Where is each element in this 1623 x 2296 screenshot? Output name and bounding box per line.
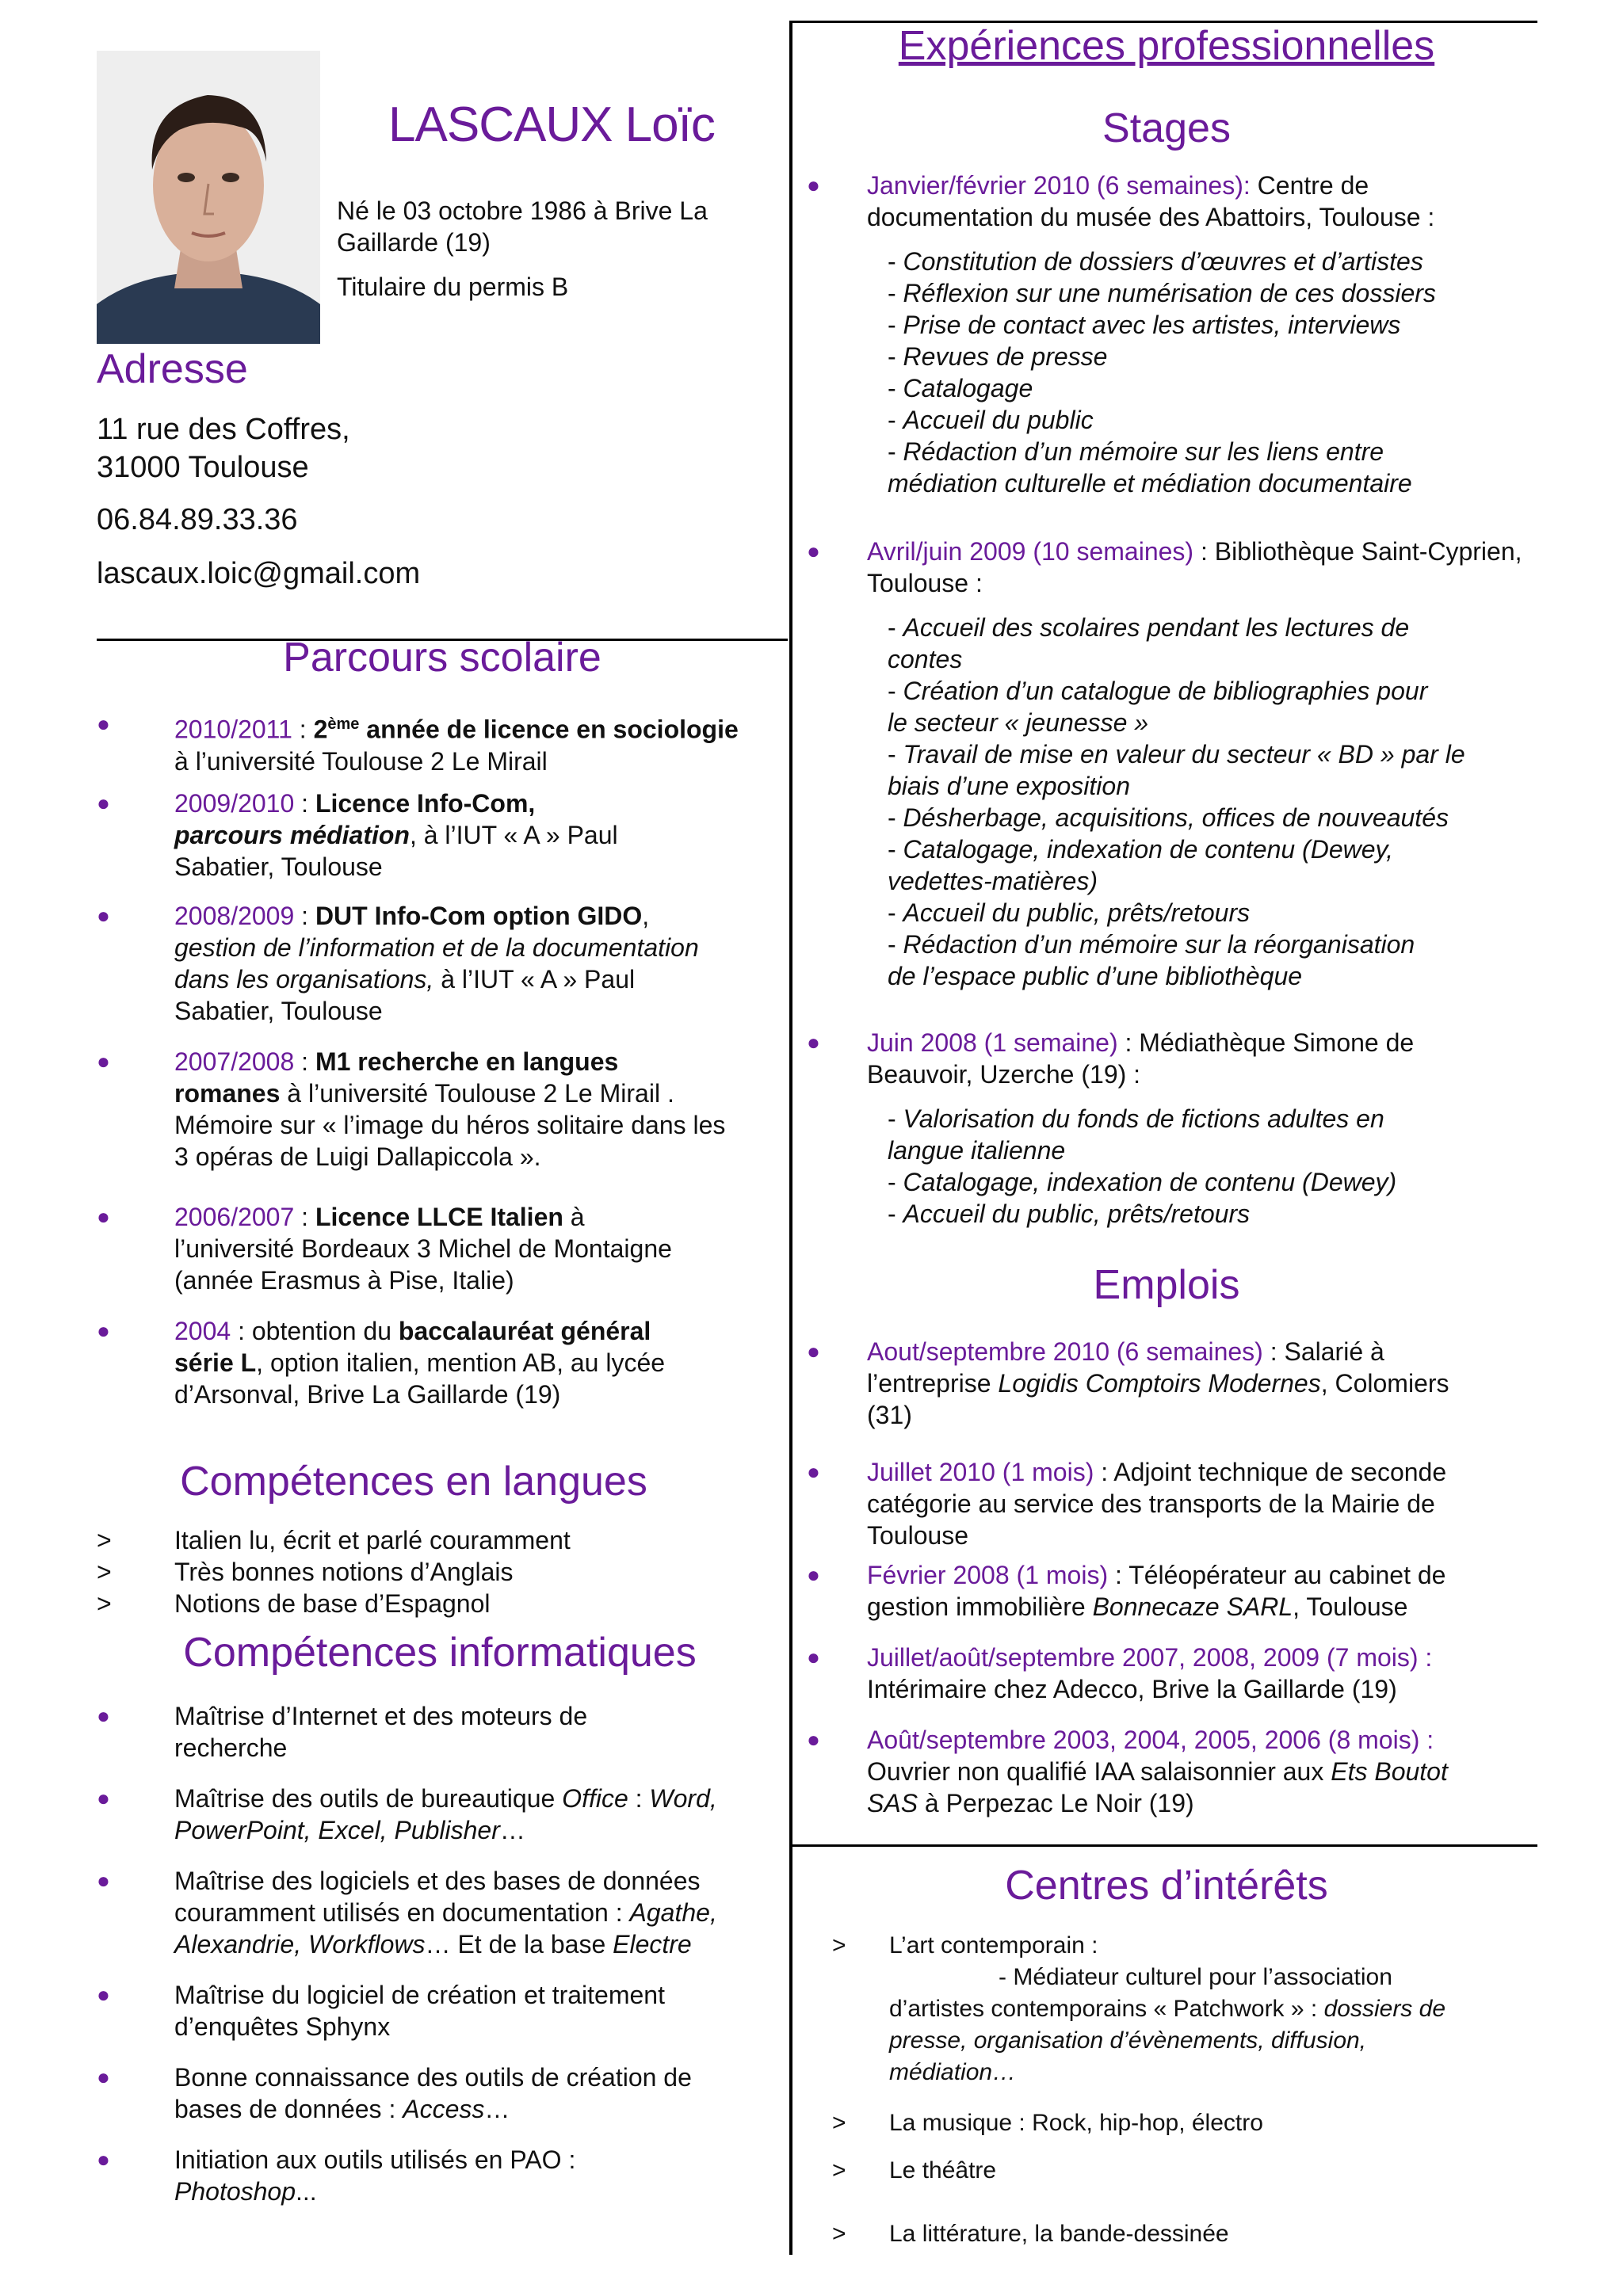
bullet-icon: ● — [807, 1562, 820, 1587]
task-text: Catalogage, indexation de contenu (Dewey, — [903, 835, 1394, 864]
edu-degree: Licence LLCE Italien — [315, 1203, 563, 1231]
job-line: gestion immobilière — [867, 1592, 1093, 1621]
skill-line: Word, — [649, 1784, 717, 1813]
bullet-icon: ● — [97, 1204, 110, 1229]
internship-line: documentation du musée des Abattoirs, Toulouse : — [867, 203, 1435, 231]
education-title: Parcours scolaire — [283, 635, 601, 681]
skill-line: Maîtrise des logiciels et des bases de données — [174, 1867, 701, 1895]
edu-sep: : — [294, 902, 315, 930]
interests-title: Centres d’intérêts — [1005, 1863, 1328, 1909]
task-text: Catalogage — [903, 374, 1033, 402]
job-line: Ets Boutot — [1331, 1757, 1448, 1786]
arrow-icon: > — [97, 1589, 112, 1618]
edu-sup: ème — [327, 715, 360, 733]
internship-tasks — [888, 612, 1553, 992]
list-item — [97, 1588, 778, 1619]
arrow-icon: > — [97, 1558, 112, 1586]
list-item — [888, 960, 1553, 992]
job-date: Juillet 2010 (1 mois) — [867, 1458, 1094, 1486]
edu-degree: série L — [174, 1348, 257, 1377]
job-date: Février 2008 (1 mois) — [867, 1561, 1109, 1589]
birth-info: Né le 03 octobre 1986 à Brive La Gaillarde (19) — [337, 196, 708, 257]
arrow-icon: > — [832, 2157, 846, 2183]
interest-sub-text: dossiers de — [1323, 1996, 1446, 2022]
edu-date: 2004 — [174, 1317, 231, 1345]
list-item — [97, 1556, 778, 1588]
edu-sep: : obtention du — [231, 1317, 399, 1345]
edu-line: , à l’IUT « A » Paul — [409, 821, 618, 849]
email-address: lascaux.loic@gmail.com — [97, 557, 421, 590]
list-item: - Valorisation du fonds de fictions adultes en — [888, 1104, 1384, 1133]
interest-literature: La littérature, la bande-dessinée — [889, 2221, 1229, 2247]
list-item: - Désherbage, acquisitions, offices de nouveautés — [888, 803, 1449, 832]
interest-theatre: Le théâtre — [889, 2157, 997, 2183]
internship-date: Janvier/février 2010 (6 semaines): — [867, 171, 1251, 200]
list-item — [888, 707, 1553, 738]
bullet-icon: ● — [97, 903, 110, 928]
edu-line: dans les organisations, — [174, 965, 434, 994]
edu-degree: 2 — [313, 715, 328, 744]
skill-line: : — [628, 1784, 650, 1813]
job-line: Toulouse — [867, 1521, 969, 1550]
bullet-icon: ● — [807, 1645, 820, 1669]
list-item: - Accueil du public, prêts/retours — [888, 1199, 1251, 1228]
candidate-name: LASCAUX Loïc — [388, 97, 715, 152]
arrow-icon: > — [832, 2110, 846, 2136]
interest-sub: - Médiateur culturel pour l’association — [999, 1964, 1392, 1990]
list-item: - Constitution de dossiers d’œuvres et d’artistes — [888, 247, 1423, 276]
list-item: - Catalogage — [888, 374, 1033, 402]
task-text: Réflexion sur une numérisation de ces dossiers — [903, 279, 1436, 307]
address-street: 11 rue des Coffres, — [97, 413, 350, 446]
edu-line: (année Erasmus à Pise, Italie) — [174, 1266, 514, 1295]
task-text: vedettes-matières) — [888, 867, 1098, 895]
task-text: Accueil des scolaires pendant les lectures de — [903, 613, 1410, 642]
task-text: Catalogage, indexation de contenu (Dewey) — [903, 1168, 1397, 1196]
task-text: Accueil du public, prêts/retours — [903, 898, 1251, 927]
internship-line: : Bibliothèque Saint-Cyprien, — [1193, 537, 1522, 566]
skill-line: Photoshop — [174, 2177, 296, 2206]
skill-line: … — [484, 2095, 510, 2123]
skill-line: bases de données : — [174, 2095, 403, 2123]
edu-sep: : — [294, 789, 315, 818]
skill-line: Agathe, — [629, 1898, 717, 1927]
edu-date: 2010/2011 — [174, 715, 292, 744]
task-text: Désherbage, acquisitions, offices de nouveautés — [903, 803, 1449, 832]
job-date: Juillet/août/septembre 2007, 2008, 2009 (7 mois) : — [867, 1643, 1433, 1672]
bullet-icon: ● — [807, 1459, 820, 1484]
bullet-icon: ● — [97, 711, 110, 736]
job-line: : Téléopérateur au cabinet de — [1108, 1561, 1446, 1589]
task-text: langue italienne — [888, 1136, 1066, 1165]
edu-date: 2006/2007 — [174, 1203, 295, 1231]
internship-line: Beauvoir, Uzerche (19) : — [867, 1060, 1141, 1089]
task-text: Valorisation du fonds de fictions adultes en — [903, 1104, 1384, 1133]
edu-sep: à — [563, 1203, 585, 1231]
language-item: Très bonnes notions d’Anglais — [174, 1558, 514, 1586]
bullet-icon: ● — [97, 1049, 110, 1074]
internship-date: Avril/juin 2009 (10 semaines) — [867, 537, 1194, 566]
skill-line: Alexandrie, Workflows — [174, 1930, 426, 1958]
edu-line: Mémoire sur « l’image du héros solitaire dans les — [174, 1111, 726, 1139]
list-item: - Catalogage, indexation de contenu (Dewey, — [888, 835, 1394, 864]
job-line: Ouvrier non qualifié IAA salaisonnier aux — [867, 1757, 1331, 1786]
edu-line: Sabatier, Toulouse — [174, 997, 383, 1025]
edu-sep: : — [292, 715, 314, 744]
job-date: Aout/septembre 2010 (6 semaines) — [867, 1337, 1263, 1366]
interest-art: L’art contemporain : — [889, 1932, 1098, 1958]
list-item: - Création d’un catalogue de bibliographies pour — [888, 677, 1428, 705]
edu-date: 2009/2010 — [174, 789, 295, 818]
edu-degree: Licence Info-Com, — [315, 789, 536, 818]
list-item: - Catalogage, indexation de contenu (Dewey) — [888, 1168, 1397, 1196]
skill-line: Initiation aux outils utilisés en PAO : — [174, 2145, 576, 2174]
skill-line: d’enquêtes Sphynx — [174, 2012, 391, 2041]
list-item: - Prise de contact avec les artistes, interviews — [888, 311, 1401, 339]
bullet-icon: ● — [807, 1727, 820, 1752]
language-item: Notions de base d’Espagnol — [174, 1589, 491, 1618]
list-item — [888, 467, 1522, 499]
internship-date: Juin 2008 (1 semaine) — [867, 1028, 1118, 1057]
address-title: Adresse — [97, 346, 248, 392]
languages-list — [97, 1524, 778, 1619]
task-text: Rédaction d’un mémoire sur les liens entre — [903, 437, 1384, 466]
task-text: Création d’un catalogue de bibliographies pour — [903, 677, 1428, 705]
internship-tasks — [888, 1103, 1537, 1230]
list-item — [888, 865, 1553, 897]
interest-music: La musique : Rock, hip-hop, électro — [889, 2110, 1263, 2136]
edu-sep: : — [294, 1047, 315, 1076]
job-date: Août/septembre 2003, 2004, 2005, 2006 (8 mois) : — [867, 1726, 1434, 1754]
internship-line: : Médiathèque Simone de — [1117, 1028, 1415, 1057]
task-text: Prise de contact avec les artistes, interviews — [903, 311, 1401, 339]
skill-line: Maîtrise d’Internet et des moteurs de — [174, 1702, 588, 1730]
edu-line: 3 opéras de Luigi Dallapiccola ». — [174, 1142, 541, 1171]
list-item: - Accueil du public, prêts/retours — [888, 898, 1251, 927]
phone-number: 06.84.89.33.36 — [97, 503, 298, 536]
interests-divider — [789, 1844, 1537, 1847]
interest-sub-text: d’artistes contemporains « Patchwork » : — [889, 1996, 1324, 2022]
job-line: , Colomiers — [1320, 1369, 1449, 1398]
edu-line: gestion de l’information et de la documentation — [174, 933, 699, 962]
driving-license: Titulaire du permis B — [337, 273, 569, 301]
task-text: contes — [888, 645, 963, 673]
list-item: - Rédaction d’un mémoire sur les liens entre — [888, 437, 1384, 466]
edu-line: , option italien, mention AB, au lycée — [256, 1348, 666, 1377]
list-item: - Accueil des scolaires pendant les lectures de — [888, 613, 1410, 642]
skill-line: Bonne connaissance des outils de création de — [174, 2063, 692, 2092]
bullet-icon: ● — [807, 1339, 820, 1363]
job-line: l’entreprise — [867, 1369, 999, 1398]
it-skills-title: Compétences informatiques — [183, 1630, 697, 1676]
edu-line: à l’université Toulouse 2 Le Mirail — [174, 746, 548, 776]
skill-line: Maîtrise des outils de bureautique — [174, 1784, 563, 1813]
edu-degree-rest: année de licence en sociologie — [359, 715, 739, 744]
skill-line: Office — [562, 1784, 628, 1813]
job-line: SAS — [867, 1789, 918, 1817]
interest-sub — [889, 1993, 1547, 2025]
job-line: à Perpezac Le Noir (19) — [918, 1789, 1194, 1817]
internship-line: Toulouse : — [867, 569, 983, 597]
task-text: Revues de presse — [903, 342, 1108, 371]
list-item — [888, 1135, 1537, 1166]
interest-sub-text: Médiateur culturel pour l’association — [1013, 1964, 1392, 1990]
edu-track: parcours médiation — [174, 821, 410, 849]
skill-line: ... — [296, 2177, 317, 2206]
interest-sub: presse, organisation d’évènements, diffusion, — [889, 2027, 1367, 2054]
languages-title: Compétences en langues — [180, 1459, 647, 1505]
edu-date: 2008/2009 — [174, 902, 295, 930]
edu-date: 2007/2008 — [174, 1047, 295, 1076]
job-line: catégorie au service des transports de la Mairie de — [867, 1489, 1435, 1518]
bullet-icon: ● — [97, 791, 110, 815]
task-text: médiation culturelle et médiation documentaire — [888, 469, 1412, 498]
list-item — [888, 770, 1553, 802]
list-item — [888, 643, 1553, 675]
arrow-icon: > — [832, 2221, 846, 2247]
task-text: Rédaction d’un mémoire sur la réorganisation — [903, 930, 1415, 959]
edu-line: à l’IUT « A » Paul — [433, 965, 636, 994]
list-item: - Rédaction d’un mémoire sur la réorganisation — [888, 930, 1415, 959]
internship-tasks — [888, 246, 1522, 499]
internship-line: Centre de — [1250, 171, 1369, 200]
interest-sub: médiation… — [889, 2059, 1017, 2085]
bullet-icon: ● — [97, 1982, 110, 2007]
task-text: Accueil du public — [903, 406, 1094, 434]
edu-degree: M1 recherche en langues — [315, 1047, 619, 1076]
bullet-icon: ● — [97, 1868, 110, 1893]
skill-line: Electre — [613, 1930, 692, 1958]
job-line: , Toulouse — [1293, 1592, 1408, 1621]
task-text: Travail de mise en valeur du secteur « BD » par le — [903, 740, 1465, 769]
arrow-icon: > — [97, 1526, 112, 1554]
task-text: biais d’une exposition — [888, 772, 1130, 800]
job-line: Logidis Comptoirs Modernes — [998, 1369, 1321, 1398]
edu-line: Sabatier, Toulouse — [174, 852, 383, 881]
list-item — [97, 1524, 778, 1556]
profile-photo — [97, 51, 320, 344]
jobs-title: Emplois — [1093, 1262, 1240, 1308]
language-item: Italien lu, écrit et parlé couramment — [174, 1526, 571, 1554]
task-text: le secteur « jeunesse » — [888, 708, 1149, 737]
task-text: de l’espace public d’une bibliothèque — [888, 962, 1303, 990]
bullet-icon: ● — [97, 1703, 110, 1728]
skill-line: … — [499, 1816, 525, 1844]
bullet-icon: ● — [807, 539, 820, 563]
job-line: (31) — [867, 1401, 912, 1429]
skill-line: couramment utilisés en documentation : — [174, 1898, 630, 1927]
skill-line: … Et de la base — [425, 1930, 613, 1958]
bullet-icon: ● — [807, 1030, 820, 1055]
job-line: Bonnecaze SARL — [1092, 1592, 1293, 1621]
edu-degree: baccalauréat général — [398, 1317, 651, 1345]
skill-line: recherche — [174, 1733, 288, 1762]
list-item: - Accueil du public — [888, 406, 1094, 434]
experience-title: Expériences professionnelles — [898, 23, 1435, 69]
job-line: : Adjoint technique de seconde — [1094, 1458, 1447, 1486]
arrow-icon: > — [832, 1932, 846, 1958]
edu-degree: romanes — [174, 1079, 281, 1108]
skill-line: Maîtrise du logiciel de création et traitement — [174, 1981, 665, 2009]
bullet-icon: ● — [97, 2065, 110, 2089]
edu-line: l’université Bordeaux 3 Michel de Montaigne — [174, 1234, 672, 1263]
bullet-icon: ● — [97, 1318, 110, 1343]
edu-sep: , — [642, 902, 650, 930]
list-item: - Travail de mise en valeur du secteur « BD » par le — [888, 740, 1465, 769]
list-item: - Revues de presse — [888, 342, 1108, 371]
address-city: 31000 Toulouse — [97, 451, 309, 484]
edu-line: d’Arsonval, Brive La Gaillarde (19) — [174, 1380, 561, 1409]
edu-sep: : — [294, 1203, 315, 1231]
edu-line: à l’université Toulouse 2 Le Mirail . — [280, 1079, 674, 1108]
task-text: Constitution de dossiers d’œuvres et d’artistes — [903, 247, 1423, 276]
bullet-icon: ● — [97, 1786, 110, 1810]
list-item: - Réflexion sur une numérisation de ces dossiers — [888, 279, 1436, 307]
bullet-icon: ● — [807, 173, 820, 197]
skill-line: Access — [403, 2095, 485, 2123]
skill-line: PowerPoint, Excel, Publisher — [174, 1816, 500, 1844]
bullet-icon: ● — [97, 2147, 110, 2172]
job-line: Intérimaire chez Adecco, Brive la Gaillarde (19) — [867, 1675, 1397, 1703]
internships-title: Stages — [1102, 105, 1231, 151]
edu-degree: DUT Info-Com option GIDO — [315, 902, 643, 930]
job-line: : Salarié à — [1262, 1337, 1384, 1366]
task-text: Accueil du public, prêts/retours — [903, 1199, 1251, 1228]
